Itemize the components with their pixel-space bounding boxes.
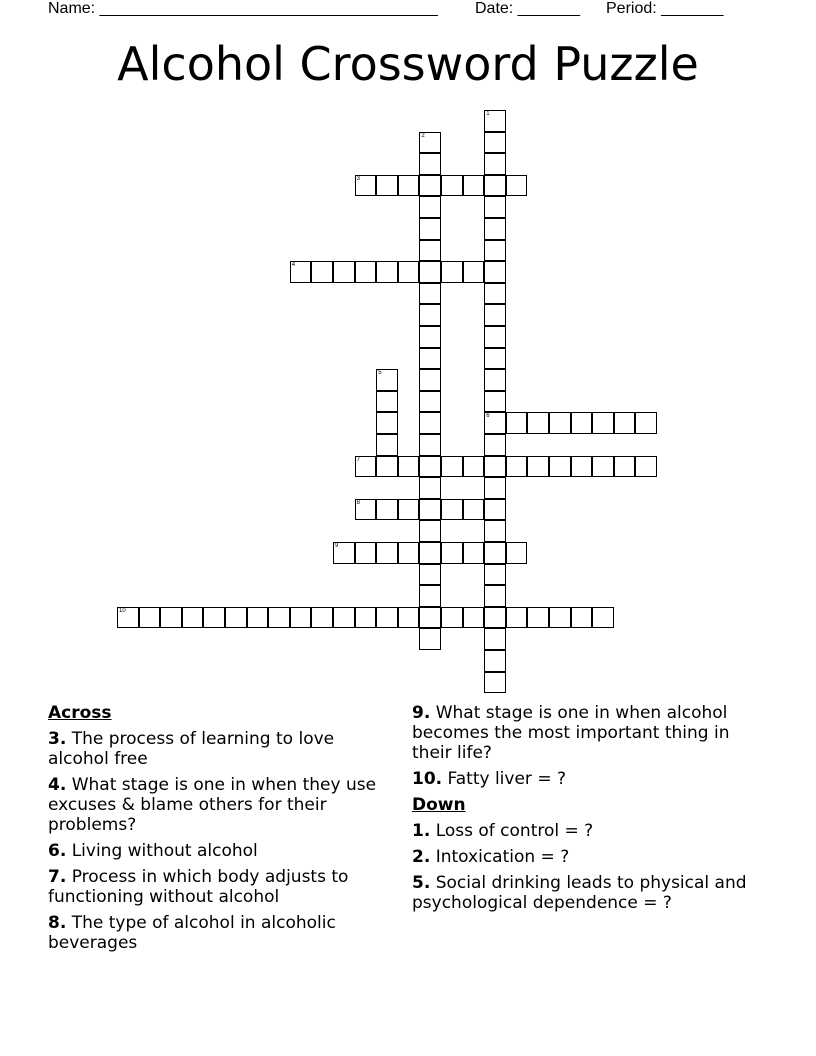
grid-cell[interactable] bbox=[376, 261, 398, 283]
grid-cell[interactable] bbox=[484, 585, 506, 607]
grid-cell[interactable] bbox=[463, 607, 485, 629]
grid-cell[interactable] bbox=[484, 650, 506, 672]
grid-cell[interactable] bbox=[355, 175, 377, 197]
grid-cell[interactable] bbox=[419, 196, 441, 218]
grid-cell[interactable] bbox=[419, 456, 441, 478]
clue-number: 7 bbox=[356, 456, 360, 463]
grid-cell[interactable] bbox=[376, 175, 398, 197]
page-title: Alcohol Crossword Puzzle bbox=[117, 37, 699, 91]
grid-cell[interactable] bbox=[484, 218, 506, 240]
clue-across-8: 8. The type of alcohol in alcoholic beverages bbox=[48, 913, 336, 953]
grid-cell[interactable] bbox=[376, 434, 398, 456]
grid-cell[interactable] bbox=[441, 175, 463, 197]
grid-cell[interactable] bbox=[549, 607, 571, 629]
grid-cell[interactable] bbox=[419, 261, 441, 283]
grid-cell[interactable] bbox=[441, 261, 463, 283]
name-field[interactable]: Name: ______________________________________ bbox=[48, 0, 438, 17]
grid-cell[interactable] bbox=[484, 542, 506, 564]
grid-cell[interactable] bbox=[463, 261, 485, 283]
grid-cell[interactable] bbox=[203, 607, 225, 629]
period-field[interactable]: Period: _______ bbox=[606, 0, 724, 17]
grid-cell[interactable] bbox=[441, 542, 463, 564]
grid-cell[interactable] bbox=[376, 369, 398, 391]
grid-cell[interactable] bbox=[333, 261, 355, 283]
grid-cell[interactable] bbox=[419, 326, 441, 348]
grid-cell[interactable] bbox=[376, 607, 398, 629]
clue-number: 2 bbox=[421, 132, 425, 139]
clue-number: 8 bbox=[356, 499, 360, 506]
grid-cell[interactable] bbox=[419, 564, 441, 586]
grid-cell[interactable] bbox=[484, 369, 506, 391]
clue-across-7: 7. Process in which body adjusts to functioning without alcohol bbox=[48, 867, 349, 907]
clue-number: 3 bbox=[356, 175, 360, 182]
grid-cell[interactable] bbox=[355, 499, 377, 521]
grid-cell[interactable] bbox=[376, 499, 398, 521]
grid-cell[interactable] bbox=[484, 434, 506, 456]
grid-cell[interactable] bbox=[355, 607, 377, 629]
grid-cell[interactable] bbox=[484, 132, 506, 154]
grid-cell[interactable] bbox=[484, 196, 506, 218]
grid-cell[interactable] bbox=[484, 348, 506, 370]
grid-cell[interactable] bbox=[484, 499, 506, 521]
grid-cell[interactable] bbox=[463, 175, 485, 197]
clue-down-1: 1. Loss of control = ? bbox=[412, 821, 594, 841]
grid-cell[interactable] bbox=[398, 261, 420, 283]
grid-cell[interactable] bbox=[635, 456, 657, 478]
across-heading: Across bbox=[48, 703, 112, 723]
grid-cell[interactable] bbox=[571, 607, 593, 629]
clue-across-4: 4. What stage is one in when they use excuses & blame others for their problems? bbox=[48, 775, 377, 835]
clue-across-10: 10. Fatty liver = ? bbox=[412, 769, 566, 789]
grid-cell[interactable] bbox=[419, 542, 441, 564]
grid-cell[interactable] bbox=[527, 607, 549, 629]
grid-cell[interactable] bbox=[398, 499, 420, 521]
grid-cell[interactable] bbox=[484, 283, 506, 305]
grid-cell[interactable] bbox=[463, 499, 485, 521]
grid-cell[interactable] bbox=[419, 477, 441, 499]
grid-cell[interactable] bbox=[484, 520, 506, 542]
grid-cell[interactable] bbox=[311, 607, 333, 629]
grid-cell[interactable] bbox=[247, 607, 269, 629]
grid-cell[interactable] bbox=[419, 499, 441, 521]
clue-down-2: 2. Intoxication = ? bbox=[412, 847, 570, 867]
grid-cell[interactable] bbox=[268, 607, 290, 629]
grid-cell[interactable] bbox=[484, 240, 506, 262]
clues-right-column bbox=[412, 703, 767, 919]
grid-cell[interactable] bbox=[506, 456, 528, 478]
grid-cell[interactable] bbox=[463, 456, 485, 478]
grid-cell[interactable] bbox=[419, 153, 441, 175]
grid-cell[interactable] bbox=[419, 520, 441, 542]
grid-cell[interactable] bbox=[419, 628, 441, 650]
grid-cell[interactable] bbox=[506, 412, 528, 434]
grid-cell[interactable] bbox=[571, 412, 593, 434]
grid-cell[interactable] bbox=[484, 391, 506, 413]
grid-cell[interactable] bbox=[376, 391, 398, 413]
grid-cell[interactable] bbox=[398, 607, 420, 629]
grid-cell[interactable] bbox=[484, 607, 506, 629]
grid-cell[interactable] bbox=[419, 240, 441, 262]
grid-cell[interactable] bbox=[484, 261, 506, 283]
grid-cell[interactable] bbox=[398, 542, 420, 564]
grid-cell[interactable] bbox=[160, 607, 182, 629]
clue-number: 5 bbox=[378, 370, 382, 377]
grid-cell[interactable] bbox=[484, 153, 506, 175]
grid-cell[interactable] bbox=[419, 304, 441, 326]
grid-cell[interactable] bbox=[139, 607, 161, 629]
clue-number: 10 bbox=[119, 607, 126, 614]
grid-cell[interactable] bbox=[527, 456, 549, 478]
grid-cell[interactable] bbox=[376, 542, 398, 564]
grid-cell[interactable] bbox=[484, 175, 506, 197]
grid-cell[interactable] bbox=[441, 456, 463, 478]
grid-cell[interactable] bbox=[484, 326, 506, 348]
clue-number: 4 bbox=[291, 262, 296, 269]
date-field[interactable]: Date: _______ bbox=[475, 0, 580, 17]
grid-cell[interactable] bbox=[182, 607, 204, 629]
grid-cell[interactable] bbox=[419, 434, 441, 456]
grid-cell[interactable] bbox=[225, 607, 247, 629]
grid-cell[interactable] bbox=[333, 542, 355, 564]
grid-cell[interactable] bbox=[117, 607, 139, 629]
grid-cell[interactable] bbox=[484, 412, 506, 434]
clue-across-3: 3. The process of learning to love alcohol free bbox=[48, 729, 335, 769]
clue-across-9: 9. What stage is one in when alcohol becomes the most important thing in their life? bbox=[412, 703, 730, 763]
grid-cell[interactable] bbox=[614, 456, 636, 478]
grid-cell[interactable] bbox=[290, 607, 312, 629]
grid-cell[interactable] bbox=[419, 391, 441, 413]
grid-cell[interactable] bbox=[398, 175, 420, 197]
grid-cell[interactable] bbox=[355, 261, 377, 283]
grid-cell[interactable] bbox=[419, 348, 441, 370]
grid-cell[interactable] bbox=[484, 110, 506, 132]
clue-number: 9 bbox=[335, 543, 339, 549]
grid-cell[interactable] bbox=[441, 607, 463, 629]
grid-cell[interactable] bbox=[484, 628, 506, 650]
grid-cell[interactable] bbox=[484, 477, 506, 499]
grid-cell[interactable] bbox=[635, 412, 657, 434]
grid-cell[interactable] bbox=[311, 261, 333, 283]
grid-cell[interactable] bbox=[419, 585, 441, 607]
grid-cell[interactable] bbox=[592, 456, 614, 478]
down-heading: Down bbox=[412, 795, 466, 815]
grid-cell[interactable] bbox=[419, 175, 441, 197]
grid-cell[interactable] bbox=[333, 607, 355, 629]
grid-cell[interactable] bbox=[506, 175, 528, 197]
grid-cell[interactable] bbox=[506, 542, 528, 564]
grid-cell[interactable] bbox=[506, 607, 528, 629]
grid-cell[interactable] bbox=[614, 412, 636, 434]
grid-cell[interactable] bbox=[549, 412, 571, 434]
grid-cell[interactable] bbox=[484, 564, 506, 586]
grid-cell[interactable] bbox=[376, 456, 398, 478]
grid-cell[interactable] bbox=[484, 672, 506, 694]
clue-number: 6 bbox=[486, 413, 490, 420]
grid-cell[interactable] bbox=[463, 542, 485, 564]
grid-cell[interactable] bbox=[419, 607, 441, 629]
grid-cell[interactable] bbox=[398, 456, 420, 478]
grid-cell[interactable] bbox=[592, 607, 614, 629]
grid-cell[interactable] bbox=[571, 456, 593, 478]
grid-cell[interactable] bbox=[484, 456, 506, 478]
grid-cell[interactable] bbox=[355, 542, 377, 564]
clue-number: 1 bbox=[486, 111, 490, 117]
grid-cell[interactable] bbox=[419, 412, 441, 434]
grid-cell[interactable] bbox=[419, 218, 441, 240]
grid-cell[interactable] bbox=[376, 412, 398, 434]
grid-cell[interactable] bbox=[419, 132, 441, 154]
grid-cell[interactable] bbox=[419, 283, 441, 305]
grid-cell[interactable] bbox=[527, 412, 549, 434]
grid-cell[interactable] bbox=[290, 261, 312, 283]
grid-cell[interactable] bbox=[419, 369, 441, 391]
clue-down-5: 5. Social drinking leads to physical and psychological dependence = ? bbox=[412, 873, 747, 913]
grid-cell[interactable] bbox=[441, 499, 463, 521]
clue-across-6: 6. Living without alcohol bbox=[48, 841, 258, 861]
clues-left-column bbox=[48, 703, 393, 959]
grid-cell[interactable] bbox=[355, 456, 377, 478]
grid-cell[interactable] bbox=[592, 412, 614, 434]
grid-cell[interactable] bbox=[484, 304, 506, 326]
grid-cell[interactable] bbox=[549, 456, 571, 478]
